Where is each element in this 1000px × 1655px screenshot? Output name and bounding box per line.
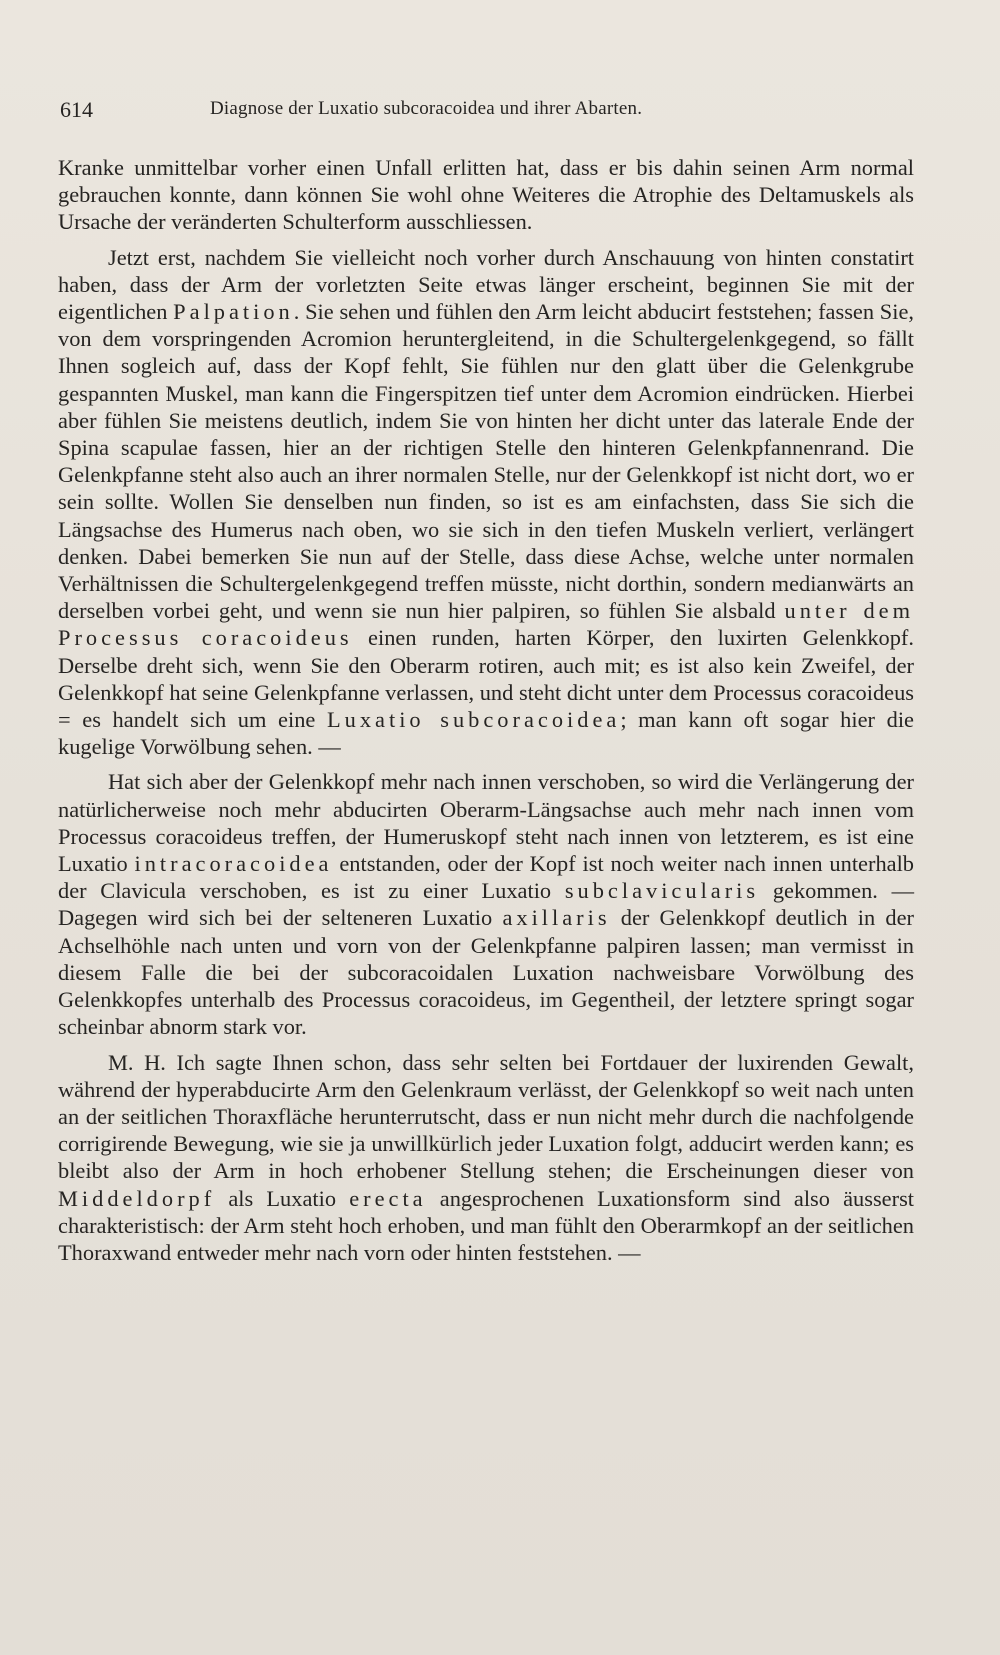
paragraph — [58, 154, 914, 236]
running-title: Diagnose der Luxatio subcoracoidea und ihrer Abarten. — [210, 98, 643, 119]
spaced-term: Luxatio subcoracoidea — [326, 707, 621, 733]
text-run: Jetzt erst, nachdem Sie vielleicht noch vorher durch Anschauung von hinten constatirt haben, dass der Arm der vorletzten Seite etwas länger erscheint, beginnen Sie mit der eigentlichen — [58, 244, 914, 325]
body-text — [58, 154, 914, 1274]
text-run: gekommen. — Dagegen wird sich bei der selteneren Luxatio — [58, 878, 914, 931]
paragraph — [58, 1049, 914, 1267]
text-run: M. H. Ich sagte Ihnen schon, dass sehr selten bei Fortdauer der luxirenden Gewalt, während der hyperabducirte Arm den Gelenkraum verlässt, der Gelenkkopf so weit nach unten an der seitlichen Thoraxfläche herunterrutscht, dass er nun nicht mehr durch die nachfolgende corrigirende Bewegung, wie sie ja unwillkürlich jeder Luxation folgt, adducirt werden kann; es bleibt also der Arm in hoch erhobener Stellung stehen; die Erscheinungen dieser von — [58, 1049, 914, 1184]
spaced-term: erecta — [349, 1185, 427, 1211]
text-run: Hat sich aber der Gelenkkopf mehr nach innen verschoben, so wird die Verlängerung der natürlicherweise noch mehr abducirten Oberarm-Längsachse auch mehr nach innen vom Processus coracoideus treffen, der Humeruskopf steht nach innen von letzterem, es ist eine Luxatio — [58, 769, 914, 877]
page-number: 614 — [60, 97, 93, 122]
spaced-term: intracoracoidea — [134, 851, 333, 877]
spaced-term: axillaris — [502, 905, 611, 931]
paragraph — [58, 244, 914, 761]
paragraph — [58, 768, 914, 1040]
text-run: entstanden, oder der Kopf ist noch weiter nach innen unterhalb der Clavicula verschoben, es ist zu einer Luxatio — [58, 851, 914, 904]
text-run: . Sie sehen und fühlen den Arm leicht abducirt feststehen; fassen Sie, von dem vorspringenden Acromion heruntergleitend, in die Schultergelenkgegend, so fällt Ihnen sogleich auf, dass der Kopf fehlt, Sie fühlen nur den glatt über die Gelenkgrube gespannten Muskel, man kann die Fingerspitzen tief unter dem Acromion eindrücken. Hierbei aber fühlen Sie meistens deutlich, indem Sie von hinten her dicht unter das laterale Ende der Spina scapulae fassen, hier an der richtigen Stelle den hinteren Gelenkpfannenrand. Die Gelenkpfanne steht also auch an ihrer normalen Stelle, nur der Gelenkkopf ist nicht dort, wo er sein sollte. Wollen Sie denselben nun finden, so ist es am einfachsten, dass Sie sich die Längsachse des Humerus nach oben, wo sie sich in den tiefen Muskeln verliert, verlängert denken. Dabei bemerken Sie nun auf der Stelle, dass diese Achse, welche unter normalen Verhältnissen die Schultergelenkgegend treffen müsste, nicht dorthin, sondern medianwärts an derselben vorbei geht, und wenn sie nun hier palpiren, so fühlen Sie alsbald — [58, 299, 915, 624]
text-run: ; man kann oft sogar hier die kugelige Vorwölbung sehen. — — [58, 707, 914, 760]
text-run: als Luxatio — [215, 1185, 350, 1211]
spaced-term: Palpation — [173, 299, 294, 325]
text-run: der Gelenkkopf deutlich in der Achselhöhle nach unten und vorn von der Gelenkpfanne palpiren lassen; man vermisst in diesem Falle die bei der subcoracoidalen Luxation nachweisbare Vorwölbung des Gelenkkopfes unterhalb des Processus coracoideus, im Gegentheil, der letztere springt sogar scheinbar abnorm stark vor. — [58, 905, 914, 1040]
spaced-term: Middeldorpf — [58, 1185, 216, 1211]
spaced-term: unter dem Processus coracoideus — [58, 598, 914, 651]
spaced-term: subclavicularis — [564, 878, 760, 904]
text-run: einen runden, harten Körper, den luxirten Gelenkkopf. Derselbe dreht sich, wenn Sie den Oberarm rotiren, auch mit; es ist also kein Zweifel, der Gelenkkopf hat seine Gelenkpfanne verlassen, und steht dicht unter dem Processus coracoideus = es handelt sich um eine — [58, 625, 914, 733]
text-run: Kranke unmittelbar vorher einen Unfall erlitten hat, dass er bis dahin seinen Arm normal gebrauchen konnte, dann können Sie wohl ohne Weiteres die Atrophie des Deltamuskels als Ursache der veränderten Schulterform ausschliessen. — [58, 155, 914, 235]
text-run: angesprochenen Luxationsform sind also äusserst charakteristisch: der Arm steht hoch erhoben, und man fühlt den Oberarmkopf an der seitlichen Thoraxwand entweder mehr nach vorn oder hinten feststehen. — — [58, 1185, 915, 1265]
page-header — [60, 97, 940, 127]
